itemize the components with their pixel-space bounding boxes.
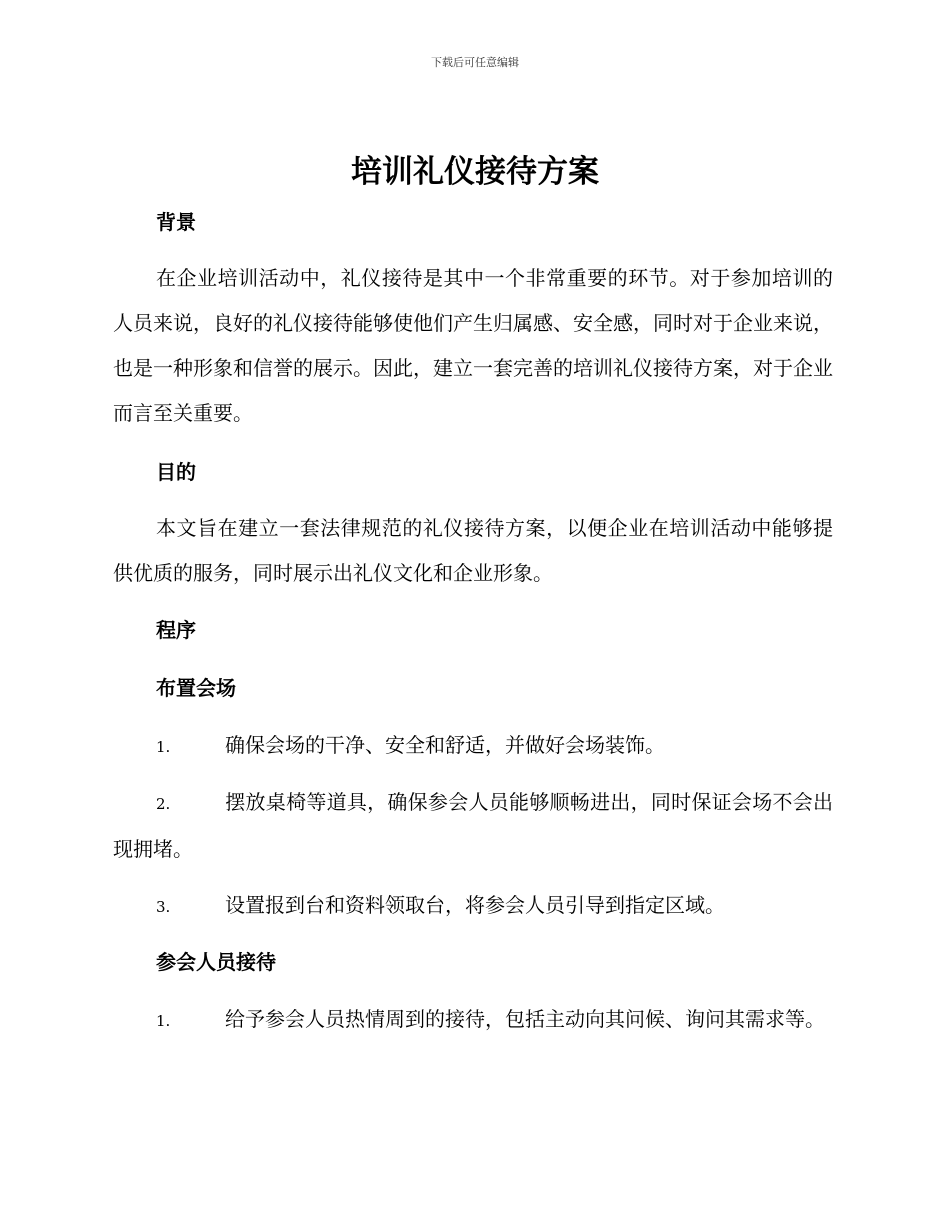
header-note: 下载后可任意编辑 [431, 56, 519, 69]
list-text: 确保会场的干净、安全和舒适，并做好会场装饰。 [225, 733, 665, 757]
paragraph-purpose: 本文旨在建立一套法律规范的礼仪接待方案，以便企业在培训活动中能够提供优质的服务，同时展示出礼仪文化和企业形象。 [113, 516, 833, 585]
list-number: 1. [156, 1012, 171, 1030]
heading-reception: 参会人员接待 [156, 950, 276, 974]
list-text: 设置报到台和资料领取台，将参会人员引导到指定区域。 [225, 893, 725, 917]
list-number: 3. [156, 898, 171, 916]
list-item [113, 997, 833, 1044]
document-title: 培训礼仪接待方案 [351, 154, 599, 190]
heading-procedure: 程序 [156, 618, 196, 642]
list-item [113, 723, 833, 770]
list-text: 摆放桌椅等道具，确保参会人员能够顺畅进出，同时保证会场不会出现拥堵。 [113, 790, 833, 861]
list-number: 1. [156, 738, 171, 756]
list-text: 给予参会人员热情周到的接待，包括主动向其问候、询问其需求等。 [225, 1007, 825, 1031]
list-item [113, 780, 833, 872]
list-number: 2. [156, 795, 171, 813]
heading-purpose: 目的 [156, 460, 196, 484]
list-item [113, 883, 833, 930]
heading-background: 背景 [156, 210, 196, 234]
paragraph-background: 在企业培训活动中，礼仪接待是其中一个非常重要的环节。对于参加培训的人员来说，良好的礼仪接待能够使他们产生归属感、安全感，同时对于企业来说，也是一种形象和信誉的展示。因此，建立一套完善的培训礼仪接待方案，对于企业而言至关重要。 [113, 266, 833, 425]
heading-venue: 布置会场 [156, 676, 236, 700]
